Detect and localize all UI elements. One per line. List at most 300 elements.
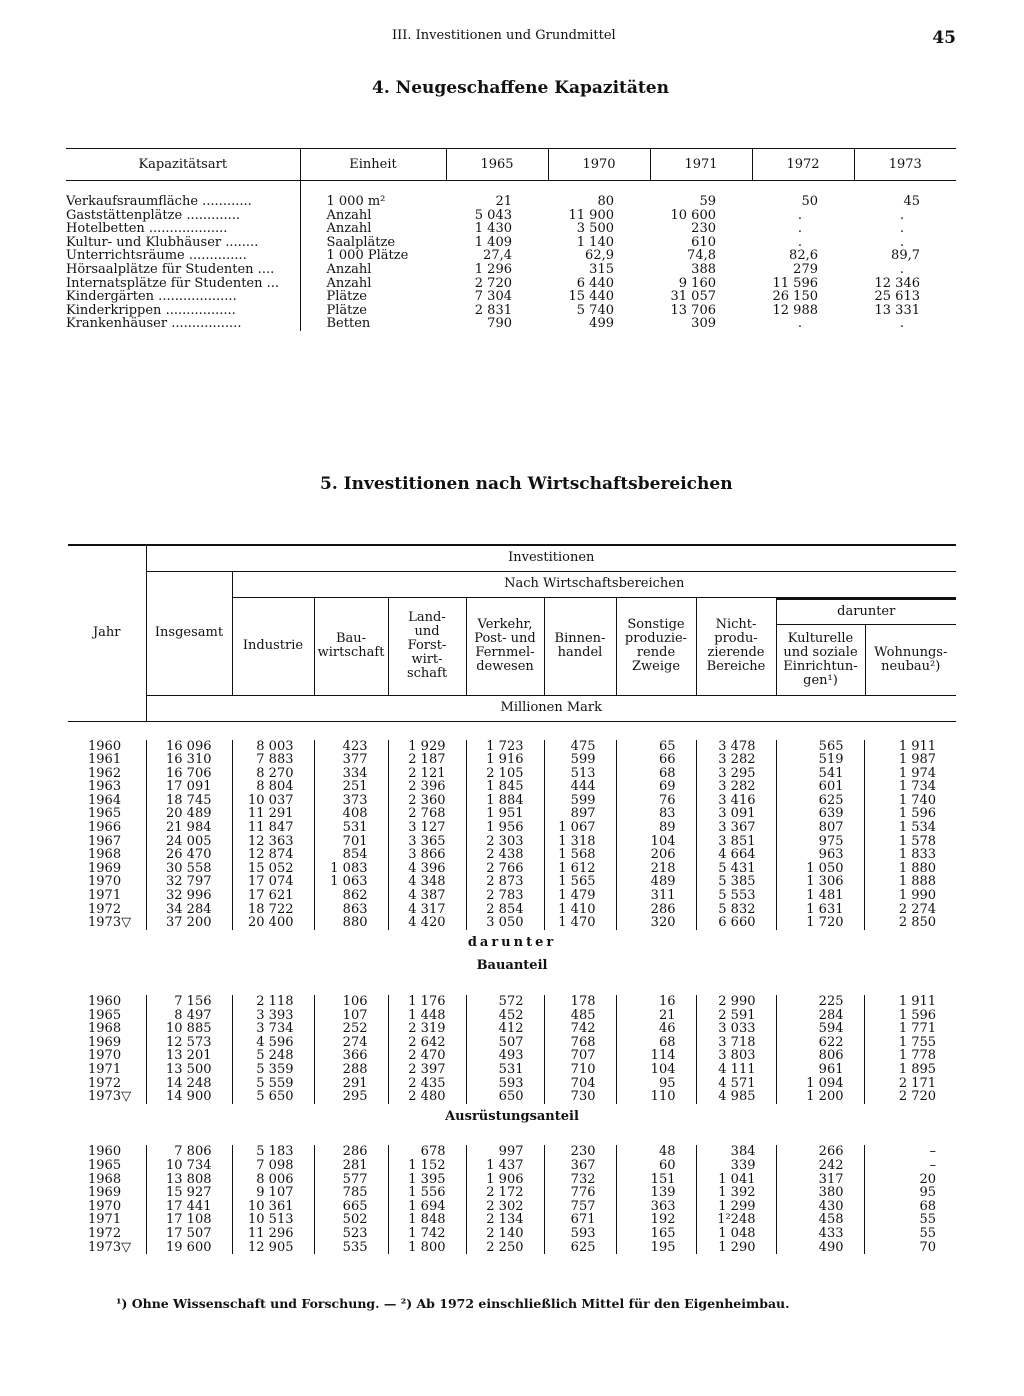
t5-cell: 490	[776, 1241, 864, 1255]
t5-cell: –	[864, 1145, 956, 1159]
t5-cell: 1 596	[864, 1009, 956, 1023]
t5-cell: 1 152	[388, 1159, 466, 1173]
t4-cell: 11 596	[772, 275, 818, 291]
t5-cell: 68	[616, 1036, 696, 1050]
col-industrie: Industrie	[232, 597, 314, 695]
t4-row	[66, 263, 956, 277]
t5-year: 1970	[88, 1048, 122, 1064]
t4-row-unit: Anzahl	[300, 209, 446, 223]
t5-cell: 3 718	[696, 1036, 776, 1050]
t5-cell: 151	[616, 1173, 696, 1187]
t5-cell: 19 600	[146, 1241, 232, 1255]
t5-cell: 1 734	[864, 780, 956, 794]
t5-cell: 485	[544, 1009, 616, 1023]
t4-row	[66, 317, 956, 331]
t4-cell: 7 304	[474, 289, 512, 305]
t4-row-label: Kindergärten ...................	[66, 290, 237, 304]
t5-cell: 572	[466, 995, 544, 1009]
t4-cell: 27,4	[483, 248, 512, 264]
t5-cell: 4 396	[388, 862, 466, 876]
t4-cell: 315	[589, 261, 614, 277]
t5-cell: 18 745	[146, 794, 232, 808]
t5-year: 1966	[88, 820, 122, 836]
t5-cell: 2 397	[388, 1063, 466, 1077]
t5-cell: 10 734	[146, 1159, 232, 1173]
t5-cell: 1 694	[388, 1200, 466, 1214]
t5-cell: 2 720	[864, 1090, 956, 1104]
col-bauwirtschaft: Bau- wirtschaft	[314, 597, 388, 695]
t5-cell: 12 905	[232, 1241, 314, 1255]
t5-cell: 475	[544, 740, 616, 754]
t5-cell: 2 766	[466, 862, 544, 876]
t5-row	[68, 1200, 956, 1214]
t5-cell: 507	[466, 1036, 544, 1050]
t4-col-2: 1965	[446, 149, 548, 181]
t4-row-unit: Betten	[300, 317, 446, 331]
t5-row	[68, 848, 956, 862]
t5-cell: 68	[616, 767, 696, 781]
t5-year: 1968	[88, 847, 122, 863]
t5-cell: 408	[314, 807, 388, 821]
head-darunter: darunter	[777, 599, 957, 625]
t5-cell: 2 470	[388, 1049, 466, 1063]
t4-row	[66, 304, 956, 318]
t5-cell: 339	[696, 1159, 776, 1173]
t5-cell: 535	[314, 1241, 388, 1255]
t5-cell: 1 987	[864, 753, 956, 767]
t5-cell: 107	[314, 1009, 388, 1023]
t5-cell: 3 091	[696, 807, 776, 821]
t5-cell: 95	[864, 1186, 956, 1200]
t5-cell: 1 951	[466, 807, 544, 821]
t5-cell: 17 108	[146, 1213, 232, 1227]
t5-cell: 1 740	[864, 794, 956, 808]
t5-cell: 1 848	[388, 1213, 466, 1227]
t4-cell: 2 720	[474, 275, 512, 291]
t5-cell: 1 800	[388, 1241, 466, 1255]
t5-cell: 1 041	[696, 1173, 776, 1187]
col-nichtproduzierende: Nicht- produ- zierende Bereiche	[696, 597, 776, 695]
t5-cell: 1 778	[864, 1049, 956, 1063]
t5-cell: 1 306	[776, 875, 864, 889]
t4-row-label: Hotelbetten ...................	[66, 222, 228, 236]
t5-cell: 577	[314, 1173, 388, 1187]
t5-cell: 13 808	[146, 1173, 232, 1187]
t5-cell: 1 479	[544, 889, 616, 903]
t5-cell: 274	[314, 1036, 388, 1050]
t5-cell: 1 929	[388, 740, 466, 754]
t5-cell: 1 534	[864, 821, 956, 835]
t5-cell: 1 742	[388, 1227, 466, 1241]
t5-cell: 2 250	[466, 1241, 544, 1255]
t4-cell: 12 346	[874, 275, 920, 291]
t4-cell: 11 900	[568, 207, 614, 223]
running-header: III. Investitionen und Grundmittel	[392, 28, 616, 43]
t5-year: 1972	[88, 1075, 122, 1091]
t5-cell: 2 302	[466, 1200, 544, 1214]
t5-cell: 8 270	[232, 767, 314, 781]
t5-cell: 1²248	[696, 1213, 776, 1227]
t5-year: 1960	[88, 994, 122, 1009]
t5-year: 1968	[88, 1171, 122, 1187]
t4-row-unit: Plätze	[300, 304, 446, 318]
t5-cell: 593	[466, 1077, 544, 1091]
t5-cell: 4 387	[388, 889, 466, 903]
darunter-group	[776, 597, 956, 695]
t5-cell: 5 650	[232, 1090, 314, 1104]
t5-cell: 46	[616, 1022, 696, 1036]
t5-cell: 599	[544, 753, 616, 767]
t5-cell: 1 067	[544, 821, 616, 835]
t5-cell: 11 847	[232, 821, 314, 835]
t5-cell: 742	[544, 1022, 616, 1036]
t5-cell: 8 497	[146, 1009, 232, 1023]
t5-cell: 380	[776, 1186, 864, 1200]
t5-cell: 3 282	[696, 780, 776, 794]
t5-cell: 12 363	[232, 835, 314, 849]
t4-cell: 26 150	[772, 289, 818, 305]
t5-cell: 68	[864, 1200, 956, 1214]
t4-row-label: Hörsaalplätze für Studenten ....	[66, 262, 275, 277]
t5-row	[68, 916, 956, 930]
t5-cell: 17 074	[232, 875, 314, 889]
t5-cell: 1 318	[544, 835, 616, 849]
t5-cell: 218	[616, 862, 696, 876]
t5-cell: 251	[314, 780, 388, 794]
t5-cell: 1 048	[696, 1227, 776, 1241]
t5-year: 1973▽	[88, 1239, 132, 1255]
t5-cell: 2 768	[388, 807, 466, 821]
t5-cell: 730	[544, 1090, 616, 1104]
t5-cell: 513	[544, 767, 616, 781]
t5-cell: 70	[864, 1241, 956, 1255]
head-investitionen: Investitionen	[146, 545, 956, 571]
t5-cell: 2 118	[232, 995, 314, 1009]
t5-cell: 2 360	[388, 794, 466, 808]
t4-col-3: 1970	[548, 149, 650, 181]
t5-cell: 3 050	[466, 916, 544, 930]
t4-cell: 62,9	[585, 248, 614, 264]
t4-cell: .	[899, 207, 904, 223]
t5-cell: 110	[616, 1090, 696, 1104]
t5-year: 1970	[88, 1198, 122, 1214]
t5-cell: 3 033	[696, 1022, 776, 1036]
t5-cell: 452	[466, 1009, 544, 1023]
t5-cell: 225	[776, 995, 864, 1009]
t5-cell: 89	[616, 821, 696, 835]
t5-cell: 594	[776, 1022, 864, 1036]
t5-cell: 1 880	[864, 862, 956, 876]
page-number: 45	[932, 28, 956, 48]
head-nach-bereichen: Nach Wirtschaftsbereichen	[232, 571, 956, 597]
t5-cell: 104	[616, 835, 696, 849]
t5-cell: 377	[314, 753, 388, 767]
t5-cell: 768	[544, 1036, 616, 1050]
t5-cell: 1 481	[776, 889, 864, 903]
t5-cell: 1 200	[776, 1090, 864, 1104]
t5-row	[68, 1049, 956, 1063]
t5-year: 1960	[88, 1144, 122, 1160]
t5-row	[68, 1213, 956, 1227]
t5-row	[68, 753, 956, 767]
t5-cell: 5 832	[696, 903, 776, 917]
t5-cell: 16 096	[146, 740, 232, 754]
t4-cell: 59	[699, 194, 716, 209]
t5-cell: 1 990	[864, 889, 956, 903]
t5-cell: 114	[616, 1049, 696, 1063]
t5-cell: 1 556	[388, 1186, 466, 1200]
t4-row-label: Verkaufsraumfläche ............	[66, 194, 252, 209]
t5-cell: 4 317	[388, 903, 466, 917]
t4-cell: 5 740	[576, 302, 614, 318]
t4-col-5: 1972	[752, 149, 854, 181]
t5-cell: 601	[776, 780, 864, 794]
t5-cell: 707	[544, 1049, 616, 1063]
t5-row	[68, 1145, 956, 1159]
t5-cell: 665	[314, 1200, 388, 1214]
t5-row	[68, 875, 956, 889]
t4-row-label: Internatsplätze für Studenten ...	[66, 276, 280, 291]
t5-row	[68, 1173, 956, 1187]
t5-cell: 366	[314, 1049, 388, 1063]
t5-cell: 5 359	[232, 1063, 314, 1077]
t5-cell: 1 755	[864, 1036, 956, 1050]
t5-cell: 2 854	[466, 903, 544, 917]
t5-year: 1973▽	[88, 915, 132, 931]
t5-cell: 1 845	[466, 780, 544, 794]
t5-cell: 2 873	[466, 875, 544, 889]
t4-cell: 9 160	[678, 275, 716, 291]
col-wohnungsneubau: Wohnungs- neubau²)	[865, 625, 956, 695]
t4-cell: 31 057	[670, 289, 716, 305]
t5-year: 1969	[88, 1185, 122, 1201]
t5-cell: 2 134	[466, 1213, 544, 1227]
t4-cell: 89,7	[891, 248, 920, 264]
t5-cell: 412	[466, 1022, 544, 1036]
t5-year: 1965	[88, 1007, 122, 1023]
t5-cell: 7 156	[146, 995, 232, 1009]
t5-section-label: Ausrüstungsanteil	[445, 1108, 579, 1124]
t5-year: 1965	[88, 806, 122, 822]
t5-row	[68, 903, 956, 917]
t5-cell: 10 885	[146, 1022, 232, 1036]
t5-cell: 30 558	[146, 862, 232, 876]
t5-cell: 76	[616, 794, 696, 808]
t5-cell: 1 596	[864, 807, 956, 821]
t4-row-unit: Saalplätze	[300, 236, 446, 250]
t4-row	[66, 249, 956, 263]
t5-cell: 12 874	[232, 848, 314, 862]
t4-cell: 3 500	[576, 221, 614, 237]
t5-cell: 807	[776, 821, 864, 835]
t5-cell: 13 500	[146, 1063, 232, 1077]
t4-cell: 13 331	[874, 302, 920, 318]
t5-cell: 5 559	[232, 1077, 314, 1091]
t5-cell: 20	[864, 1173, 956, 1187]
t5-cell: 311	[616, 889, 696, 903]
t5-cell: 1 568	[544, 848, 616, 862]
t5-cell: 1 895	[864, 1063, 956, 1077]
t5-cell: 13 201	[146, 1049, 232, 1063]
t5-cell: 1 723	[466, 740, 544, 754]
t5-cell: 14 900	[146, 1090, 232, 1104]
t5-cell: 639	[776, 807, 864, 821]
t5-cell: 863	[314, 903, 388, 917]
footnote: ¹) Ohne Wissenschaft und Forschung. — ²) Ab 1972 einschließlich Mittel für den Eigenheimbau.	[116, 1296, 790, 1311]
t5-cell: 1 612	[544, 862, 616, 876]
t5-cell: 776	[544, 1186, 616, 1200]
t5-row	[68, 1009, 956, 1023]
t5-cell: 1 410	[544, 903, 616, 917]
t5-cell: 704	[544, 1077, 616, 1091]
t5-section-over: darunter	[467, 934, 557, 950]
t4-row-unit: 1 000 Plätze	[300, 249, 446, 263]
t5-cell: 3 734	[232, 1022, 314, 1036]
t5-cell: 862	[314, 889, 388, 903]
t4-cell: 790	[487, 316, 512, 332]
t5-cell: 1 906	[466, 1173, 544, 1187]
t5-cell: 997	[466, 1145, 544, 1159]
col-verkehr: Verkehr, Post- und Fernmel- dewesen	[466, 597, 544, 695]
t5-cell: 854	[314, 848, 388, 862]
t5-cell: 430	[776, 1200, 864, 1214]
t4-cell: 82,6	[789, 248, 818, 264]
t5-cell: 65	[616, 740, 696, 754]
t5-cell: 897	[544, 807, 616, 821]
t5-cell: 2 274	[864, 903, 956, 917]
t5-cell: 8 003	[232, 740, 314, 754]
t4-cell: 388	[691, 261, 716, 277]
t5-cell: 4 596	[232, 1036, 314, 1050]
t5-cell: 4 571	[696, 1077, 776, 1091]
t5-cell: 286	[616, 903, 696, 917]
t5-row	[68, 767, 956, 781]
t5-cell: 806	[776, 1049, 864, 1063]
t5-cell: 17 091	[146, 780, 232, 794]
t4-cell: .	[899, 261, 904, 277]
t5-cell: 6 660	[696, 916, 776, 930]
t5-row	[68, 1227, 956, 1241]
t5-row	[68, 1022, 956, 1036]
t5-row	[68, 807, 956, 821]
t4-cell: 10 600	[670, 207, 716, 223]
t5-cell: 2 480	[388, 1090, 466, 1104]
t5-cell: 757	[544, 1200, 616, 1214]
t5-cell: 531	[314, 821, 388, 835]
t4-cell: .	[899, 316, 904, 332]
t5-cell: 21	[616, 1009, 696, 1023]
col-sonstige: Sonstige produzie- rende Zweige	[616, 597, 696, 695]
t5-cell: 599	[544, 794, 616, 808]
t5-cell: 317	[776, 1173, 864, 1187]
t5-cell: 2 990	[696, 995, 776, 1009]
t5-cell: 785	[314, 1186, 388, 1200]
t4-col-4: 1971	[650, 149, 752, 181]
t5-cell: 493	[466, 1049, 544, 1063]
t5-row	[68, 862, 956, 876]
t5-cell: 165	[616, 1227, 696, 1241]
t5-cell: 1 176	[388, 995, 466, 1009]
t5-cell: 17 441	[146, 1200, 232, 1214]
t4-row-unit: Anzahl	[300, 222, 446, 236]
t5-cell: 17 621	[232, 889, 314, 903]
t5-cell: 650	[466, 1090, 544, 1104]
t5-row	[68, 794, 956, 808]
t5-cell: 3 127	[388, 821, 466, 835]
t5-year: 1960	[88, 738, 122, 754]
t5-cell: 2 435	[388, 1077, 466, 1091]
t5-cell: 593	[544, 1227, 616, 1241]
t5-cell: 2 591	[696, 1009, 776, 1023]
t5-cell: 2 850	[864, 916, 956, 930]
t5-cell: 10 513	[232, 1213, 314, 1227]
t5-cell: 26 470	[146, 848, 232, 862]
t5-cell: 1 884	[466, 794, 544, 808]
t5-cell: 1 448	[388, 1009, 466, 1023]
t4-cell: .	[899, 221, 904, 237]
t5-cell: 5 183	[232, 1145, 314, 1159]
t5-cell: 10 361	[232, 1200, 314, 1214]
t5-cell: 625	[544, 1241, 616, 1255]
t5-cell: 4 348	[388, 875, 466, 889]
t5-cell: 1 050	[776, 862, 864, 876]
t5-cell: 7 806	[146, 1145, 232, 1159]
t5-cell: 1 299	[696, 1200, 776, 1214]
col-insgesamt: Insgesamt	[146, 571, 232, 695]
t5-cell: –	[864, 1159, 956, 1173]
t4-row-label: Unterrichtsräume ..............	[66, 249, 247, 263]
t5-cell: 2 187	[388, 753, 466, 767]
t5-cell: 281	[314, 1159, 388, 1173]
t4-row	[66, 209, 956, 223]
t5-cell: 1 974	[864, 767, 956, 781]
t5-cell: 66	[616, 753, 696, 767]
t5-cell: 2 642	[388, 1036, 466, 1050]
t5-cell: 252	[314, 1022, 388, 1036]
t5-cell: 1 631	[776, 903, 864, 917]
t5-cell: 32 797	[146, 875, 232, 889]
t5-cell: 8 006	[232, 1173, 314, 1187]
t4-col-6: 1973	[854, 149, 956, 181]
t5-cell: 32 996	[146, 889, 232, 903]
t5-year: 1968	[88, 1021, 122, 1037]
t5-cell: 7 883	[232, 753, 314, 767]
t5-cell: 3 295	[696, 767, 776, 781]
t5-row	[68, 995, 956, 1009]
t5-cell: 961	[776, 1063, 864, 1077]
t4-cell: 74,8	[687, 248, 716, 264]
t5-cell: 34 284	[146, 903, 232, 917]
t5-cell: 622	[776, 1036, 864, 1050]
t4-col-0: Kapazitätsart	[66, 149, 300, 181]
t4-cell: 1 140	[576, 234, 614, 250]
t5-cell: 295	[314, 1090, 388, 1104]
t5-cell: 3 866	[388, 848, 466, 862]
t5-year: 1971	[88, 1061, 122, 1077]
t5-cell: 2 121	[388, 767, 466, 781]
t5-cell: 37 200	[146, 916, 232, 930]
t5-row	[68, 780, 956, 794]
t4-row-unit: Anzahl	[300, 277, 446, 291]
t5-row	[68, 1159, 956, 1173]
t5-cell: 444	[544, 780, 616, 794]
t4-cell: 1 409	[474, 234, 512, 250]
t5-cell: 195	[616, 1241, 696, 1255]
t5-cell: 12 573	[146, 1036, 232, 1050]
t4-row-unit: Anzahl	[300, 263, 446, 277]
t5-year: 1969	[88, 1034, 122, 1050]
t4-cell: 1 296	[474, 261, 512, 277]
